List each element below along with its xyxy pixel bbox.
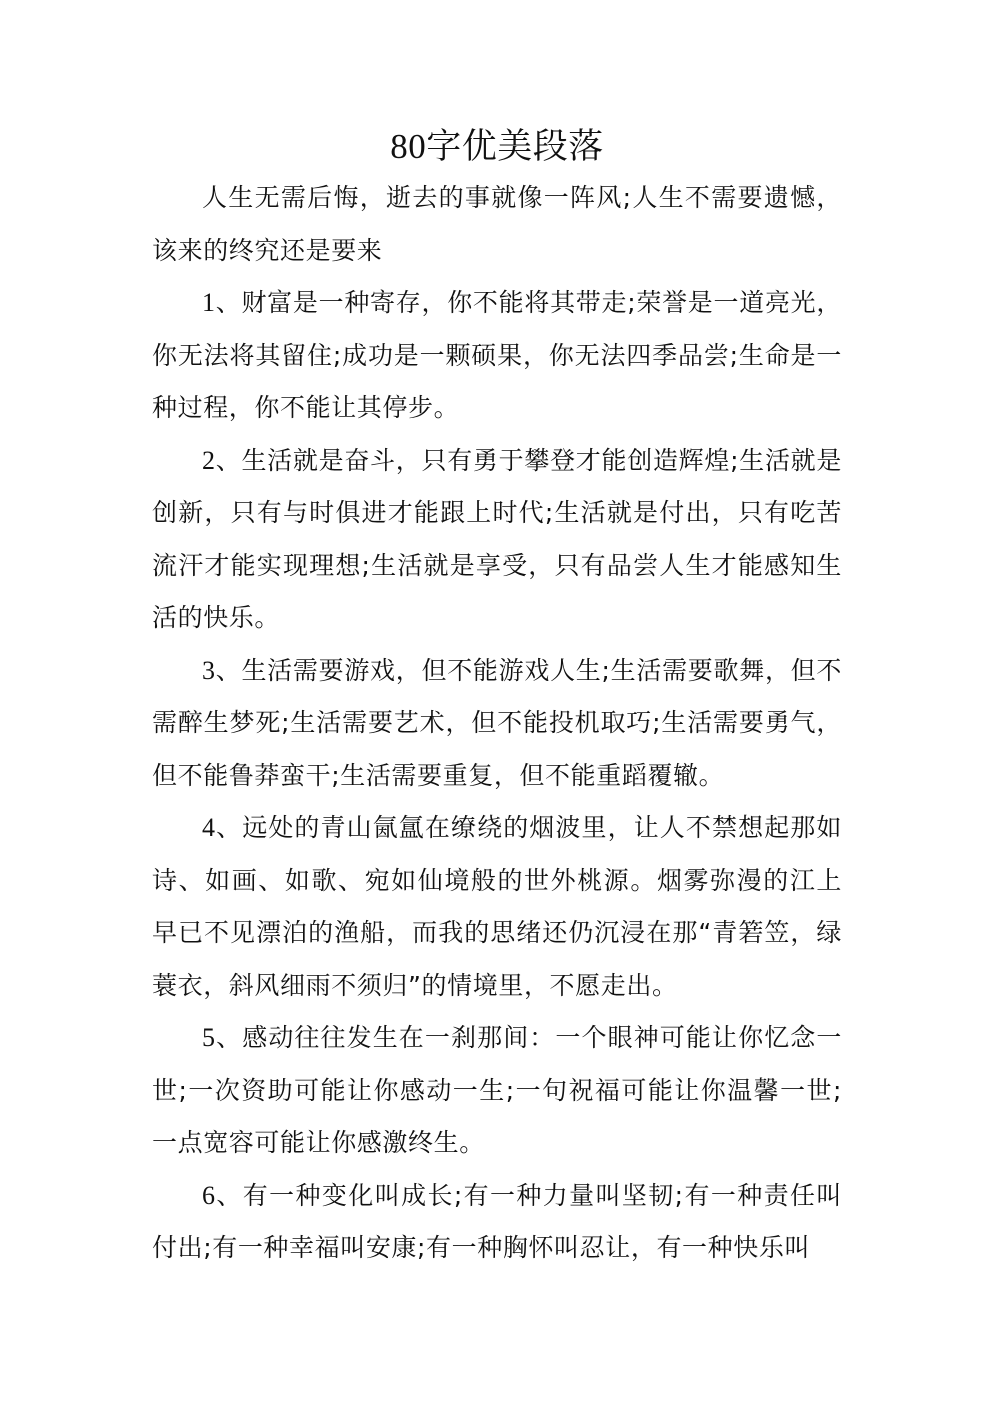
paragraph-separator: 、 — [215, 655, 242, 685]
paragraph-text: 生活需要游戏，但不能游戏人生;生活需要歌舞，但不需醉生梦死;生活需要艺术，但不能投机取巧;生活需要勇气，但不能鲁莽蛮干;生活需要重复，但不能重蹈覆辙。 — [152, 655, 842, 790]
document-page — [152, 122, 842, 1275]
paragraph-4 — [152, 802, 842, 1012]
paragraph-separator: 、 — [215, 1023, 243, 1052]
paragraph-text: 感动往往发生在一刹那间：一个眼神可能让你忆念一世;一次资助可能让你感动一生;一句祝福可能让你温馨一世;一点宽容可能让你感激终生。 — [152, 1023, 842, 1157]
paragraph-number: 2 — [202, 445, 216, 475]
paragraph-number: 4 — [202, 813, 216, 842]
intro-paragraph: 人生无需后悔，逝去的事就像一阵风;人生不需要遗憾，该来的终究还是要来 — [152, 183, 842, 265]
paragraph-number: 5 — [202, 1023, 216, 1052]
paragraph-text: 远处的青山氤氲在缭绕的烟波里，让人不禁想起那如诗、如画、如歌、宛如仙境般的世外桃源。烟雾弥漫的江上早已不见漂泊的渔船，而我的思绪还仍沉浸在那“青箬笠，绿蓑衣，斜风细雨不须归”的情境里，不愿走出。 — [152, 813, 842, 1000]
paragraph-6 — [152, 1170, 842, 1275]
paragraph-text: 生活就是奋斗，只有勇于攀登才能创造辉煌;生活就是创新，只有与时俱进才能跟上时代;生活就是付出，只有吃苦流汗才能实现理想;生活就是享受，只有品尝人生才能感知生活的快乐。 — [152, 445, 842, 632]
paragraph-separator: 、 — [215, 1180, 243, 1210]
paragraph-3 — [152, 645, 842, 803]
paragraph-5 — [152, 1012, 842, 1170]
paragraph-separator: 、 — [215, 288, 242, 317]
paragraph-number: 6 — [202, 1180, 216, 1210]
document-title: 80字优美段落 — [390, 127, 604, 166]
paragraph-separator: 、 — [215, 445, 242, 475]
paragraph-number: 1 — [202, 288, 216, 317]
paragraph-number: 3 — [202, 655, 216, 685]
paragraph-separator: 、 — [215, 813, 243, 842]
paragraph-2 — [152, 435, 842, 645]
paragraph-text: 财富是一种寄存，你不能将其带走;荣誉是一道亮光，你无法将其留住;成功是一颗硕果，你无法四季品尝;生命是一种过程，你不能让其停步。 — [152, 288, 842, 422]
paragraph-1 — [152, 277, 842, 435]
paragraph-text: 有一种变化叫成长;有一种力量叫坚韧;有一种责任叫付出;有一种幸福叫安康;有一种胸怀叫忍让，有一种快乐叫 — [152, 1180, 842, 1262]
